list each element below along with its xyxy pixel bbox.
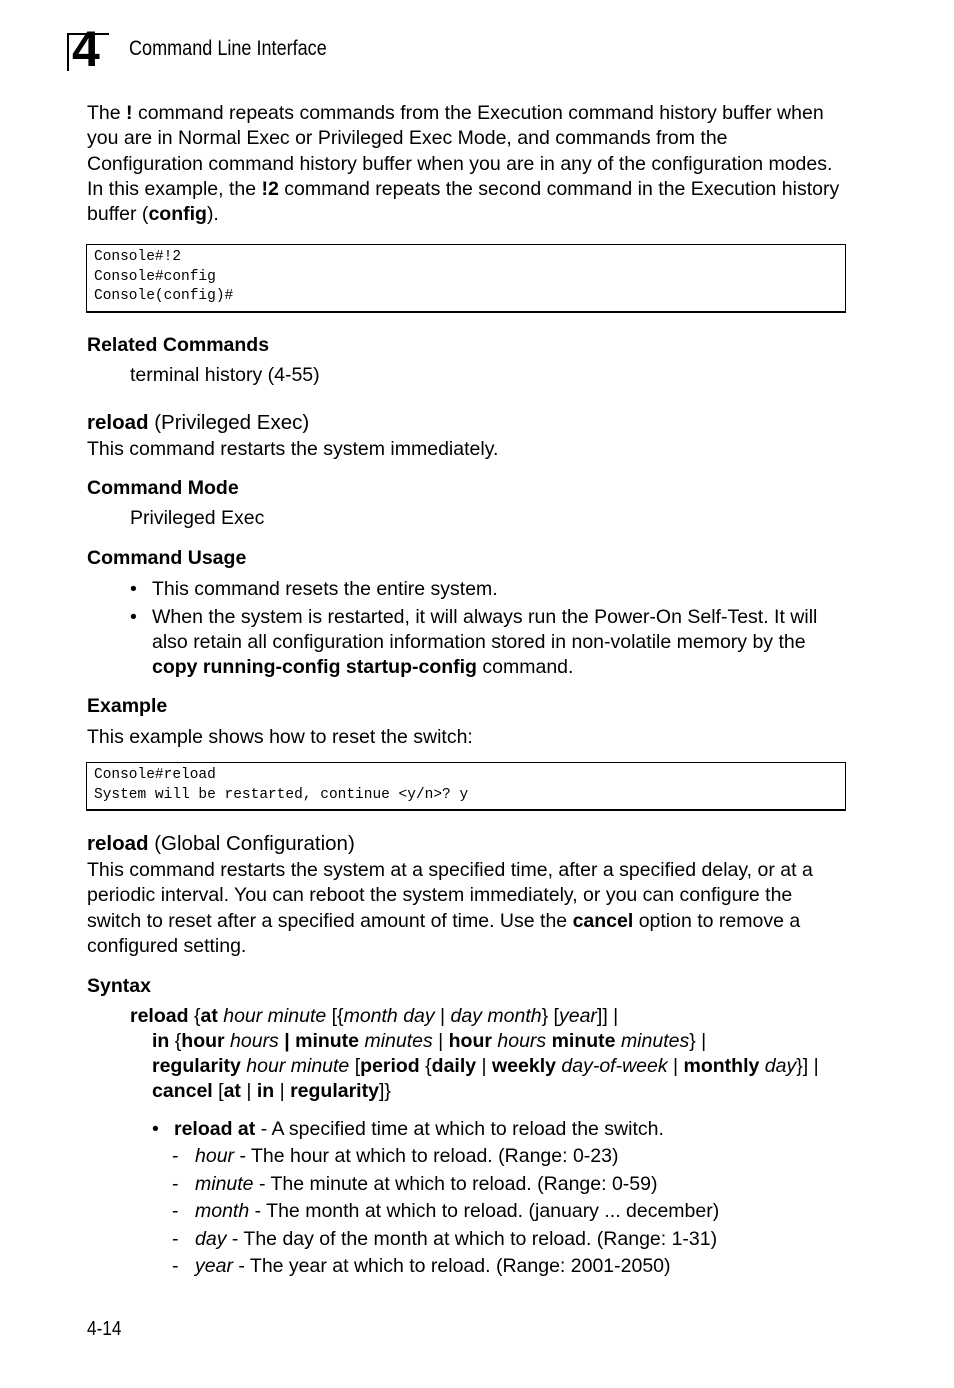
dash-icon: - <box>172 1255 179 1278</box>
intro-text: ). <box>206 203 219 226</box>
intro-config: config <box>148 203 207 226</box>
syntax-keyword: monthly <box>683 1055 760 1077</box>
command-title-reload-global <box>87 832 355 856</box>
syntax-keyword: reload <box>130 1005 189 1027</box>
usage-command: copy running-config startup-config <box>152 656 477 678</box>
syntax-keyword: regularity <box>152 1055 241 1077</box>
param-name: year <box>195 1255 233 1278</box>
param-desc: - The minute at which to reload. (Range: 0-59) <box>253 1172 658 1195</box>
desc-text: option to remove a configured setting. <box>87 909 801 957</box>
dash-icon: - <box>172 1172 179 1195</box>
param-name: hour <box>195 1145 235 1167</box>
desc-text: This command restarts the system at a specified time, after a specified delay, or at a periodic interval. You can reboot the system immediately, or you can configure the switch to reset after a specified amount of time. Use the <box>87 859 813 932</box>
syntax-punctuation: ]] | <box>596 1005 619 1027</box>
example-text: This example shows how to reset the switch: <box>87 726 473 748</box>
syntax-keyword: weekly <box>492 1055 556 1077</box>
param-name: day <box>195 1227 227 1250</box>
syntax-line <box>130 1029 850 1054</box>
syntax-line <box>130 1054 850 1079</box>
syntax-argument: hours <box>230 1030 279 1052</box>
list-item <box>152 1198 852 1226</box>
command-mode-label: (Privileged Exec) <box>148 411 310 434</box>
code-line: System will be restarted, continue <y/n>? y <box>94 786 469 803</box>
list-item <box>152 1253 852 1281</box>
param-desc: - The day of the month at which to reload. (Range: 1-31) <box>226 1227 718 1250</box>
param-desc: - The hour at which to reload. (Range: 0-23) <box>234 1145 619 1167</box>
code-line: Console#!2 <box>94 249 182 265</box>
syntax-punctuation: ]} <box>378 1080 391 1102</box>
syntax-keyword: regularity <box>290 1080 379 1102</box>
code-line: Console#config <box>94 268 216 285</box>
running-header-title: Command Line Interface <box>129 37 327 60</box>
param-desc: - The year at which to reload. (Range: 2001-2050) <box>232 1255 671 1278</box>
param-name: minute <box>195 1172 254 1195</box>
intro-bang: ! <box>126 102 133 124</box>
syntax-argument: day <box>764 1055 797 1077</box>
syntax-punctuation: | <box>432 1030 449 1052</box>
syntax-punctuation: { <box>169 1030 182 1052</box>
page-number: 4-14 <box>87 1318 122 1340</box>
param-name: reload at <box>174 1118 256 1140</box>
command-mode-label: (Global Configuration) <box>148 832 355 855</box>
syntax-argument: minutes <box>620 1030 690 1052</box>
syntax-keyword: hour <box>181 1030 225 1052</box>
syntax-keyword: at <box>200 1005 218 1027</box>
dash-icon: - <box>172 1145 179 1167</box>
syntax-punctuation: [ <box>212 1080 224 1102</box>
bullet-icon: • <box>130 606 137 628</box>
dash-icon: - <box>172 1227 179 1250</box>
parameter-sub-list <box>152 1143 852 1281</box>
dash-icon: - <box>172 1200 179 1223</box>
syntax-argument: year <box>558 1005 597 1027</box>
bullet-icon: • <box>152 1118 159 1140</box>
desc-cancel: cancel <box>572 909 634 932</box>
intro-bang-2: !2 <box>261 177 279 200</box>
syntax-keyword: minute <box>551 1030 616 1052</box>
syntax-punctuation: { <box>188 1005 201 1027</box>
usage-text: When the system is restarted, it will always run the Power-On Self-Test. It will also retain all configuration information stored in non-volatile memory by the <box>152 606 818 653</box>
usage-text: command. <box>476 656 574 678</box>
syntax-punctuation: | <box>240 1080 257 1102</box>
syntax-line <box>130 1079 850 1104</box>
list-item <box>152 1143 852 1171</box>
list-item <box>152 1117 867 1142</box>
parameter-list <box>152 1117 867 1145</box>
syntax-punctuation: | <box>274 1080 291 1102</box>
list-item <box>152 1226 852 1254</box>
syntax-argument: hour minute <box>246 1055 350 1077</box>
command-description: This command restarts the system immediately. <box>87 438 499 460</box>
command-title-reload-exec <box>87 411 309 435</box>
list-item <box>130 577 845 602</box>
syntax-argument: day-of-week <box>561 1055 668 1077</box>
code-example-history <box>86 244 846 313</box>
syntax-keyword: period <box>360 1055 420 1077</box>
command-name: reload <box>87 832 149 855</box>
usage-text: This command resets the entire system. <box>152 578 498 600</box>
bullet-icon: • <box>130 578 137 600</box>
syntax-line <box>130 1004 850 1029</box>
syntax-punctuation: { <box>419 1055 432 1077</box>
code-line: Console(config)# <box>94 288 234 304</box>
syntax-argument: month day <box>343 1005 435 1027</box>
syntax-argument: hour minute <box>223 1005 327 1027</box>
syntax-punctuation: [ <box>349 1055 361 1077</box>
syntax-keyword: cancel <box>152 1080 213 1102</box>
syntax-punctuation: | <box>434 1005 451 1027</box>
syntax-punctuation: | <box>476 1055 492 1077</box>
intro-text: The <box>87 102 127 124</box>
syntax-punctuation: } [ <box>541 1005 559 1027</box>
command-mode-heading: Command Mode <box>87 477 239 499</box>
param-name: month <box>195 1200 250 1223</box>
syntax-punctuation: } | <box>689 1030 707 1052</box>
list-item <box>130 605 845 680</box>
syntax-keyword: in <box>152 1030 170 1052</box>
command-mode-value: Privileged Exec <box>130 507 265 529</box>
syntax-keyword: hour <box>448 1030 492 1052</box>
command-usage-heading: Command Usage <box>87 547 247 569</box>
syntax-argument: day month <box>450 1005 542 1027</box>
syntax-punctuation: [{ <box>326 1005 344 1027</box>
command-name: reload <box>87 411 149 434</box>
related-command-item: terminal history (4-55) <box>130 364 320 386</box>
chapter-number: 4 <box>72 21 100 77</box>
syntax-argument: minutes <box>364 1030 433 1052</box>
syntax-punctuation: }] | <box>796 1055 819 1077</box>
syntax-keyword: | minute <box>284 1030 360 1052</box>
list-item <box>152 1171 852 1199</box>
syntax-keyword: at <box>223 1080 241 1102</box>
syntax-keyword: in <box>256 1080 275 1102</box>
syntax-keyword: daily <box>431 1055 477 1077</box>
usage-list <box>130 577 845 683</box>
intro-paragraph <box>87 101 847 227</box>
code-line: Console#reload <box>94 767 216 783</box>
command-description <box>87 858 847 959</box>
param-desc: - The month at which to reload. (january ... december) <box>249 1200 720 1223</box>
related-commands-heading: Related Commands <box>87 334 270 356</box>
intro-text: command repeats the second command in the Execution history buffer ( <box>87 177 840 226</box>
syntax-argument: hours <box>497 1030 547 1052</box>
param-desc: - A specified time at which to reload the switch. <box>255 1118 664 1140</box>
intro-text: command repeats commands from the Execution command history buffer when you are in Normal Exec or Privileged Exec Mode, and commands from the Configuration command history buffer when you are in any of the configuration modes. In this example, the <box>87 102 833 200</box>
code-example-reload <box>86 762 846 811</box>
syntax-block <box>130 1004 850 1104</box>
example-heading: Example <box>87 695 168 717</box>
syntax-punctuation: | <box>667 1055 684 1077</box>
syntax-heading: Syntax <box>87 975 151 997</box>
